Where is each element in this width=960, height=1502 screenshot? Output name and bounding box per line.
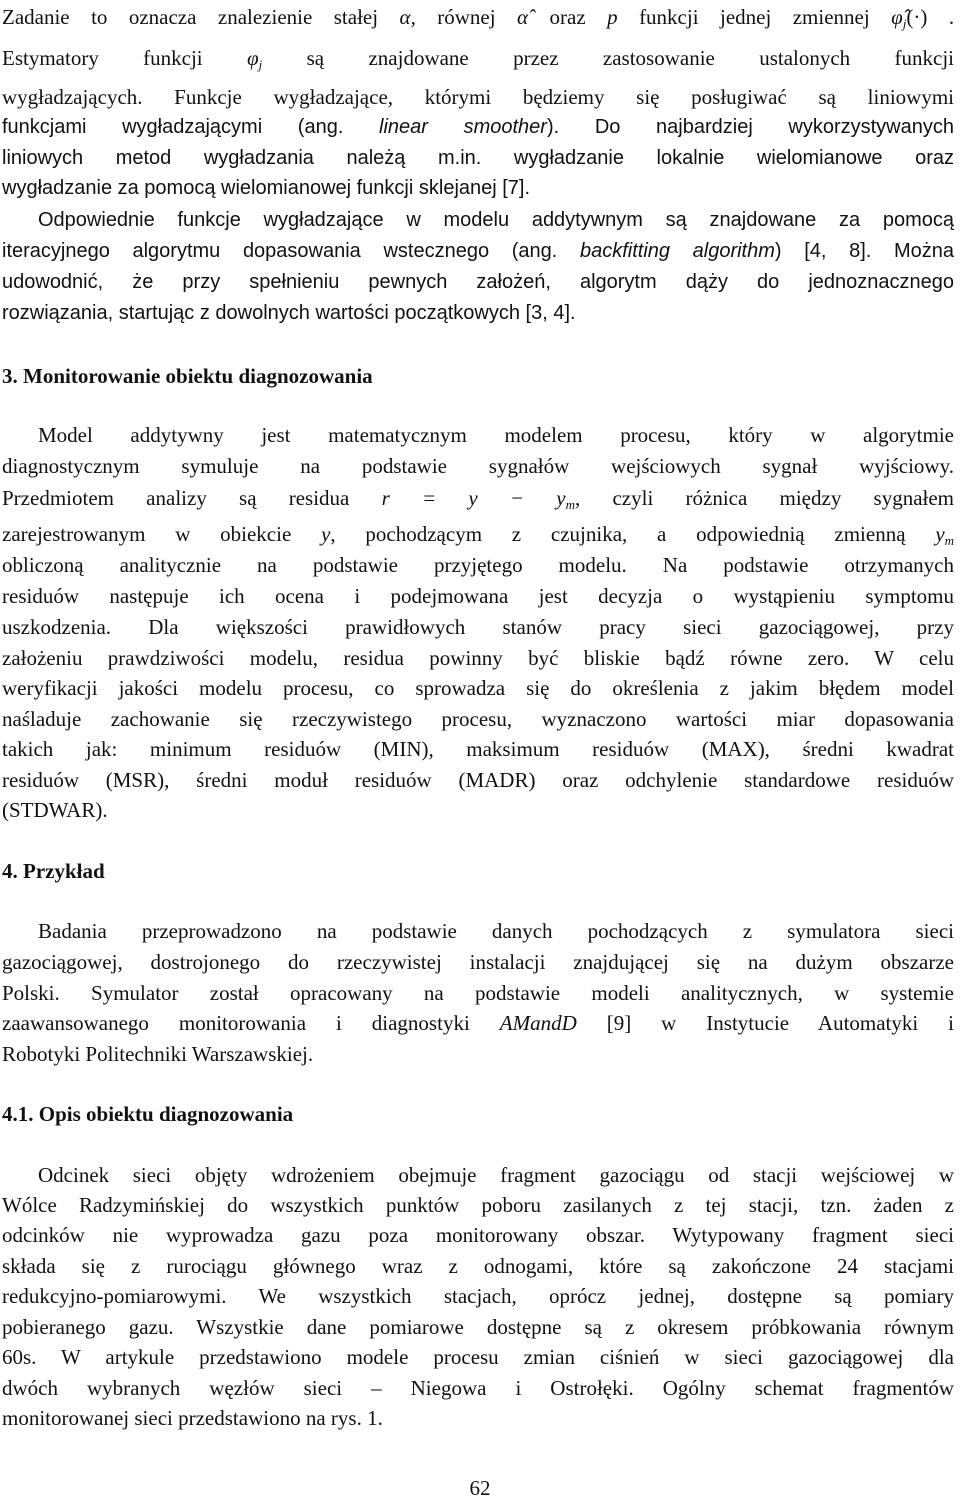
text-span: zaawansowanego monitorowania i diagnostyki (2, 1011, 470, 1035)
paragraph-line (2, 1344, 954, 1370)
alpha-symbol: α (399, 5, 411, 29)
paragraph-line (2, 614, 954, 640)
paragraph-line (2, 1192, 954, 1218)
text-span: Odcinek sieci objęty wdrożeniem obejmuje fragment gazociągu od stacji wejściowej w (38, 1163, 954, 1187)
text-span: gazociągowej, dostrojonego do rzeczywistej instalacji znajdującej się na dużym obszarze (2, 950, 954, 974)
paragraph-line (2, 736, 954, 762)
phi-hat-function (891, 5, 906, 29)
text-span: funkcji jednej zmiennej (639, 5, 870, 29)
paragraph-line (38, 207, 954, 233)
paragraph-line (38, 918, 954, 944)
text-span: liniowych metod wygładzania należą m.in. wygładzanie lokalnie wielomianowe oraz (2, 147, 954, 169)
paragraph-line (2, 45, 954, 78)
text-span: są znajdowane przez zastosowanie ustalonych funkcji (306, 46, 955, 70)
text-span: pobieranego gazu. Wszystkie dane pomiarowe dostępne są z okresem próbkowania równym (2, 1315, 954, 1339)
subscript-m: m (944, 533, 955, 548)
text-span: założeniu prawdziwości modelu, residua powinny być bliskie bądź równe zero. W celu (2, 646, 954, 670)
text-span: Wólce Radzymińskiej do wszystkich punktów poboru zasilanych z tej stacji, tzn. żaden z (2, 1193, 954, 1217)
text-span: Zadanie to oznacza znalezienie stałej (2, 5, 379, 29)
text-span: wygładzających. Funkcje wygładzające, którymi będziemy się posługiwać są liniowymi (2, 85, 954, 109)
text-span: Badania przeprowadzono na podstawie danych pochodzących z symulatora sieci (38, 919, 954, 943)
paragraph-line (2, 485, 954, 518)
paragraph-line (2, 1041, 954, 1067)
paragraph-line (2, 949, 954, 975)
text-span: ) [4, 8]. Można (774, 240, 954, 262)
section-heading: 3. Monitorowanie obiektu diagnozowania (2, 364, 373, 388)
text-span: takich jak: minimum residuów (MIN), maksimum residuów (MAX), średni kwadrat (2, 737, 954, 761)
text-span: Przedmiotem analizy są residua (2, 486, 350, 510)
paragraph-line (2, 797, 954, 823)
text-span: wygładzanie za pomocą wielomianowej funkcji sklejanej [7]. (2, 177, 531, 199)
paragraph-line (2, 4, 954, 37)
subscript-j: j (902, 16, 907, 31)
paragraph-line (38, 1162, 954, 1188)
page-number: 62 (469, 1476, 491, 1500)
text-span: diagnostycznym symuluje na podstawie sygnałów wejściowych sygnał wyjściowy. (2, 454, 954, 478)
text-span: naśladuje zachowanie się rzeczywistego procesu, wyznaczono wartości miar dopasowania (2, 707, 954, 731)
text-span: Robotyki Politechniki Warszawskiej. (2, 1042, 314, 1066)
text-span: , czyli różnica między sygnałem (575, 486, 955, 510)
paragraph-line (2, 1222, 954, 1248)
phi-j-symbol (247, 46, 262, 70)
paragraph-line (2, 84, 954, 110)
text-span: dwóch wybranych węzłów sieci – Niegowa i Ostrołęki. Ogólny schemat fragmentów (2, 1376, 954, 1400)
text-span: zarejestrowanym w obiekcie (2, 522, 292, 546)
text-span: (STDWAR). (2, 798, 108, 822)
text-span: Polski. Symulator został opracowany na podstawie modeli analitycznych, w systemie (2, 981, 954, 1005)
text-span: [9] w Instytucie Automatyki i (606, 1011, 955, 1035)
paragraph-line (2, 645, 954, 671)
text-span: Model addytywny jest matematycznym modelem procesu, który w algorytmie (38, 423, 954, 447)
text-span: residuów następuje ich ocena i podejmowana jest decyzja o wystąpieniu symptomu (2, 584, 954, 608)
alpha-hat-symbol: α̂ (517, 5, 529, 29)
paragraph-line (2, 175, 954, 201)
text-span: monitorowanej sieci przedstawiono na rys. 1. (2, 1406, 383, 1430)
function-argument: (·) . (906, 5, 955, 29)
paragraph-line (2, 1405, 954, 1431)
text-span: rozwiązania, startując z dowolnych wartości początkowych [3, 4]. (2, 302, 576, 324)
subscript-j: j (258, 57, 263, 72)
text-span: residuów (MSR), średni moduł residuów (MADR) oraz odchylenie standardowe residuów (2, 768, 954, 792)
paragraph-line (2, 269, 954, 295)
paragraph-line (2, 145, 954, 171)
p-symbol: p (607, 5, 618, 29)
formula-text: r = y − y (381, 486, 566, 510)
text-span: składa się z rurociągu głównego wraz z odnogami, które są zakończone 24 stacjami (2, 1254, 954, 1278)
emphasis-term: AMandD (499, 1011, 577, 1035)
residual-formula (382, 486, 575, 510)
paragraph-line (2, 238, 954, 264)
text-span: Estymatory funkcji (2, 46, 203, 70)
paragraph-line (2, 1010, 954, 1036)
text-span: , równej (410, 5, 496, 29)
text-span: uszkodzenia. Dla większości prawidłowych stanów pracy sieci gazociągowej, przy (2, 615, 954, 639)
ym-symbol (935, 522, 954, 546)
section-heading: 4. Przykład (2, 859, 105, 883)
paragraph-line (2, 1375, 954, 1401)
paragraph-line (2, 767, 954, 793)
emphasis-term: backfitting algorithm (579, 240, 775, 262)
paragraph-line (2, 521, 954, 554)
phi-hat-symbol: φ̂ (891, 5, 903, 29)
text-span: redukcyjno-pomiarowymi. We wszystkich stacjach, oprócz jednej, dostępne są pomiary (2, 1284, 954, 1308)
text-span: 60s. W artykule przedstawiono modele procesu zmian ciśnień w sieci gazociągowej dla (2, 1345, 954, 1369)
text-span: ). Do najbardziej wykorzystywanych (546, 116, 954, 138)
paragraph-line (2, 1283, 954, 1309)
text-span: funkcjami wygładzającymi (ang. (2, 116, 344, 138)
paragraph-line (2, 300, 954, 326)
paragraph-line (2, 706, 954, 732)
text-span: odcinków nie wyprowadza gazu poza monitorowany obszar. Wytypowany fragment sieci (2, 1223, 954, 1247)
paragraph-line (2, 114, 954, 140)
paragraph-line (2, 552, 954, 578)
paragraph-line (2, 980, 954, 1006)
phi-symbol: φ (247, 46, 259, 70)
text-span: weryfikacji jakości modelu procesu, co sprowadza się do określenia z jakim błędem model (2, 676, 954, 700)
text-span: Odpowiednie funkcje wygładzające w modelu addytywnym są znajdowane za pomocą (38, 209, 954, 231)
paragraph-line (2, 1253, 954, 1279)
text-span: iteracyjnego algorytmu dopasowania wstecznego (ang. (2, 240, 558, 262)
paragraph-line (38, 422, 954, 448)
emphasis-term: linear smoother (379, 116, 547, 138)
paragraph-line (2, 583, 954, 609)
paragraph-line (2, 453, 954, 479)
text-span: oraz (549, 5, 586, 29)
subscript-m: m (565, 497, 576, 512)
paragraph-line (2, 675, 954, 701)
section-heading: 4.1. Opis obiektu diagnozowania (2, 1102, 294, 1126)
text-span: , pochodzącym z czujnika, a odpowiednią zmienną (330, 522, 906, 546)
text-span: obliczoną analitycznie na podstawie przyjętego modelu. Na podstawie otrzymanych (2, 553, 954, 577)
y-symbol: y (935, 522, 945, 546)
y-symbol: y (321, 522, 331, 546)
text-span: udowodnić, że przy spełnieniu pewnych założeń, algorytm dąży do jednoznacznego (2, 271, 954, 293)
paragraph-line (2, 1314, 954, 1340)
